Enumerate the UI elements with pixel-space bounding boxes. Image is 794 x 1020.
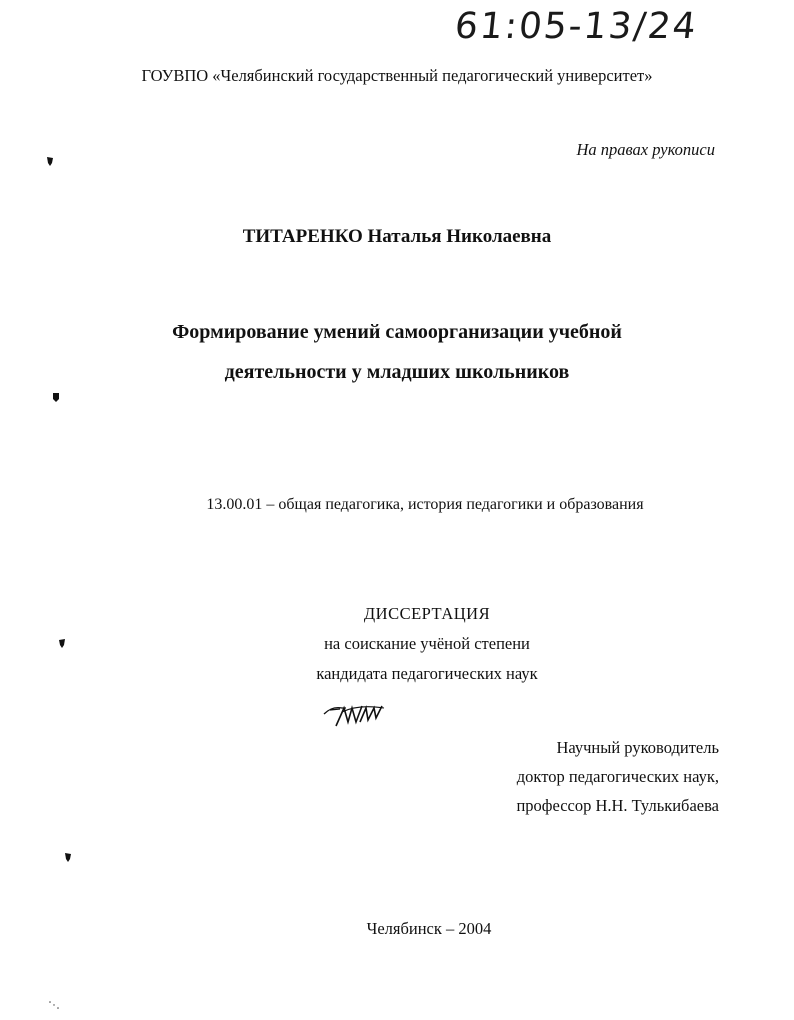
author-name: ТИТАРЕНКО Наталья Николаевна (242, 226, 552, 247)
handwritten-archive-number: 61:05-13/24 (452, 6, 700, 47)
supervisor-block (516, 733, 719, 820)
handwritten-signature-icon (322, 700, 388, 728)
degree-block (0, 599, 794, 689)
binding-hole-mark-icon (58, 638, 66, 648)
binding-hole-mark-icon (46, 156, 54, 166)
title-line-2: деятельности у младших школьников (224, 361, 570, 383)
supervisor-name: профессор Н.Н. Тулькибаева (516, 796, 719, 815)
binding-hole-mark-icon (64, 852, 72, 862)
degree-line-2: кандидата педагогических наук (316, 664, 538, 683)
document-type: ДИССЕРТАЦИЯ (363, 604, 491, 623)
institution-name: ГОУВПО «Челябинский государственный педагогический университет» (141, 66, 653, 85)
city-year: Челябинск – 2004 (366, 919, 492, 938)
title-line-1: Формирование умений самоорганизации учебной (172, 321, 622, 343)
dissertation-title (0, 312, 794, 392)
scan-speck-icon (48, 1000, 62, 1010)
supervisor-degree: доктор педагогических наук, (516, 767, 719, 786)
manuscript-rights-note: На правах рукописи (576, 140, 715, 159)
specialty-code: 13.00.01 – общая педагогика, история педагогики и образования (206, 496, 644, 513)
supervisor-role: Научный руководитель (556, 738, 719, 757)
degree-line-1: на соискание учёной степени (324, 634, 530, 653)
binding-hole-mark-icon (52, 392, 60, 402)
